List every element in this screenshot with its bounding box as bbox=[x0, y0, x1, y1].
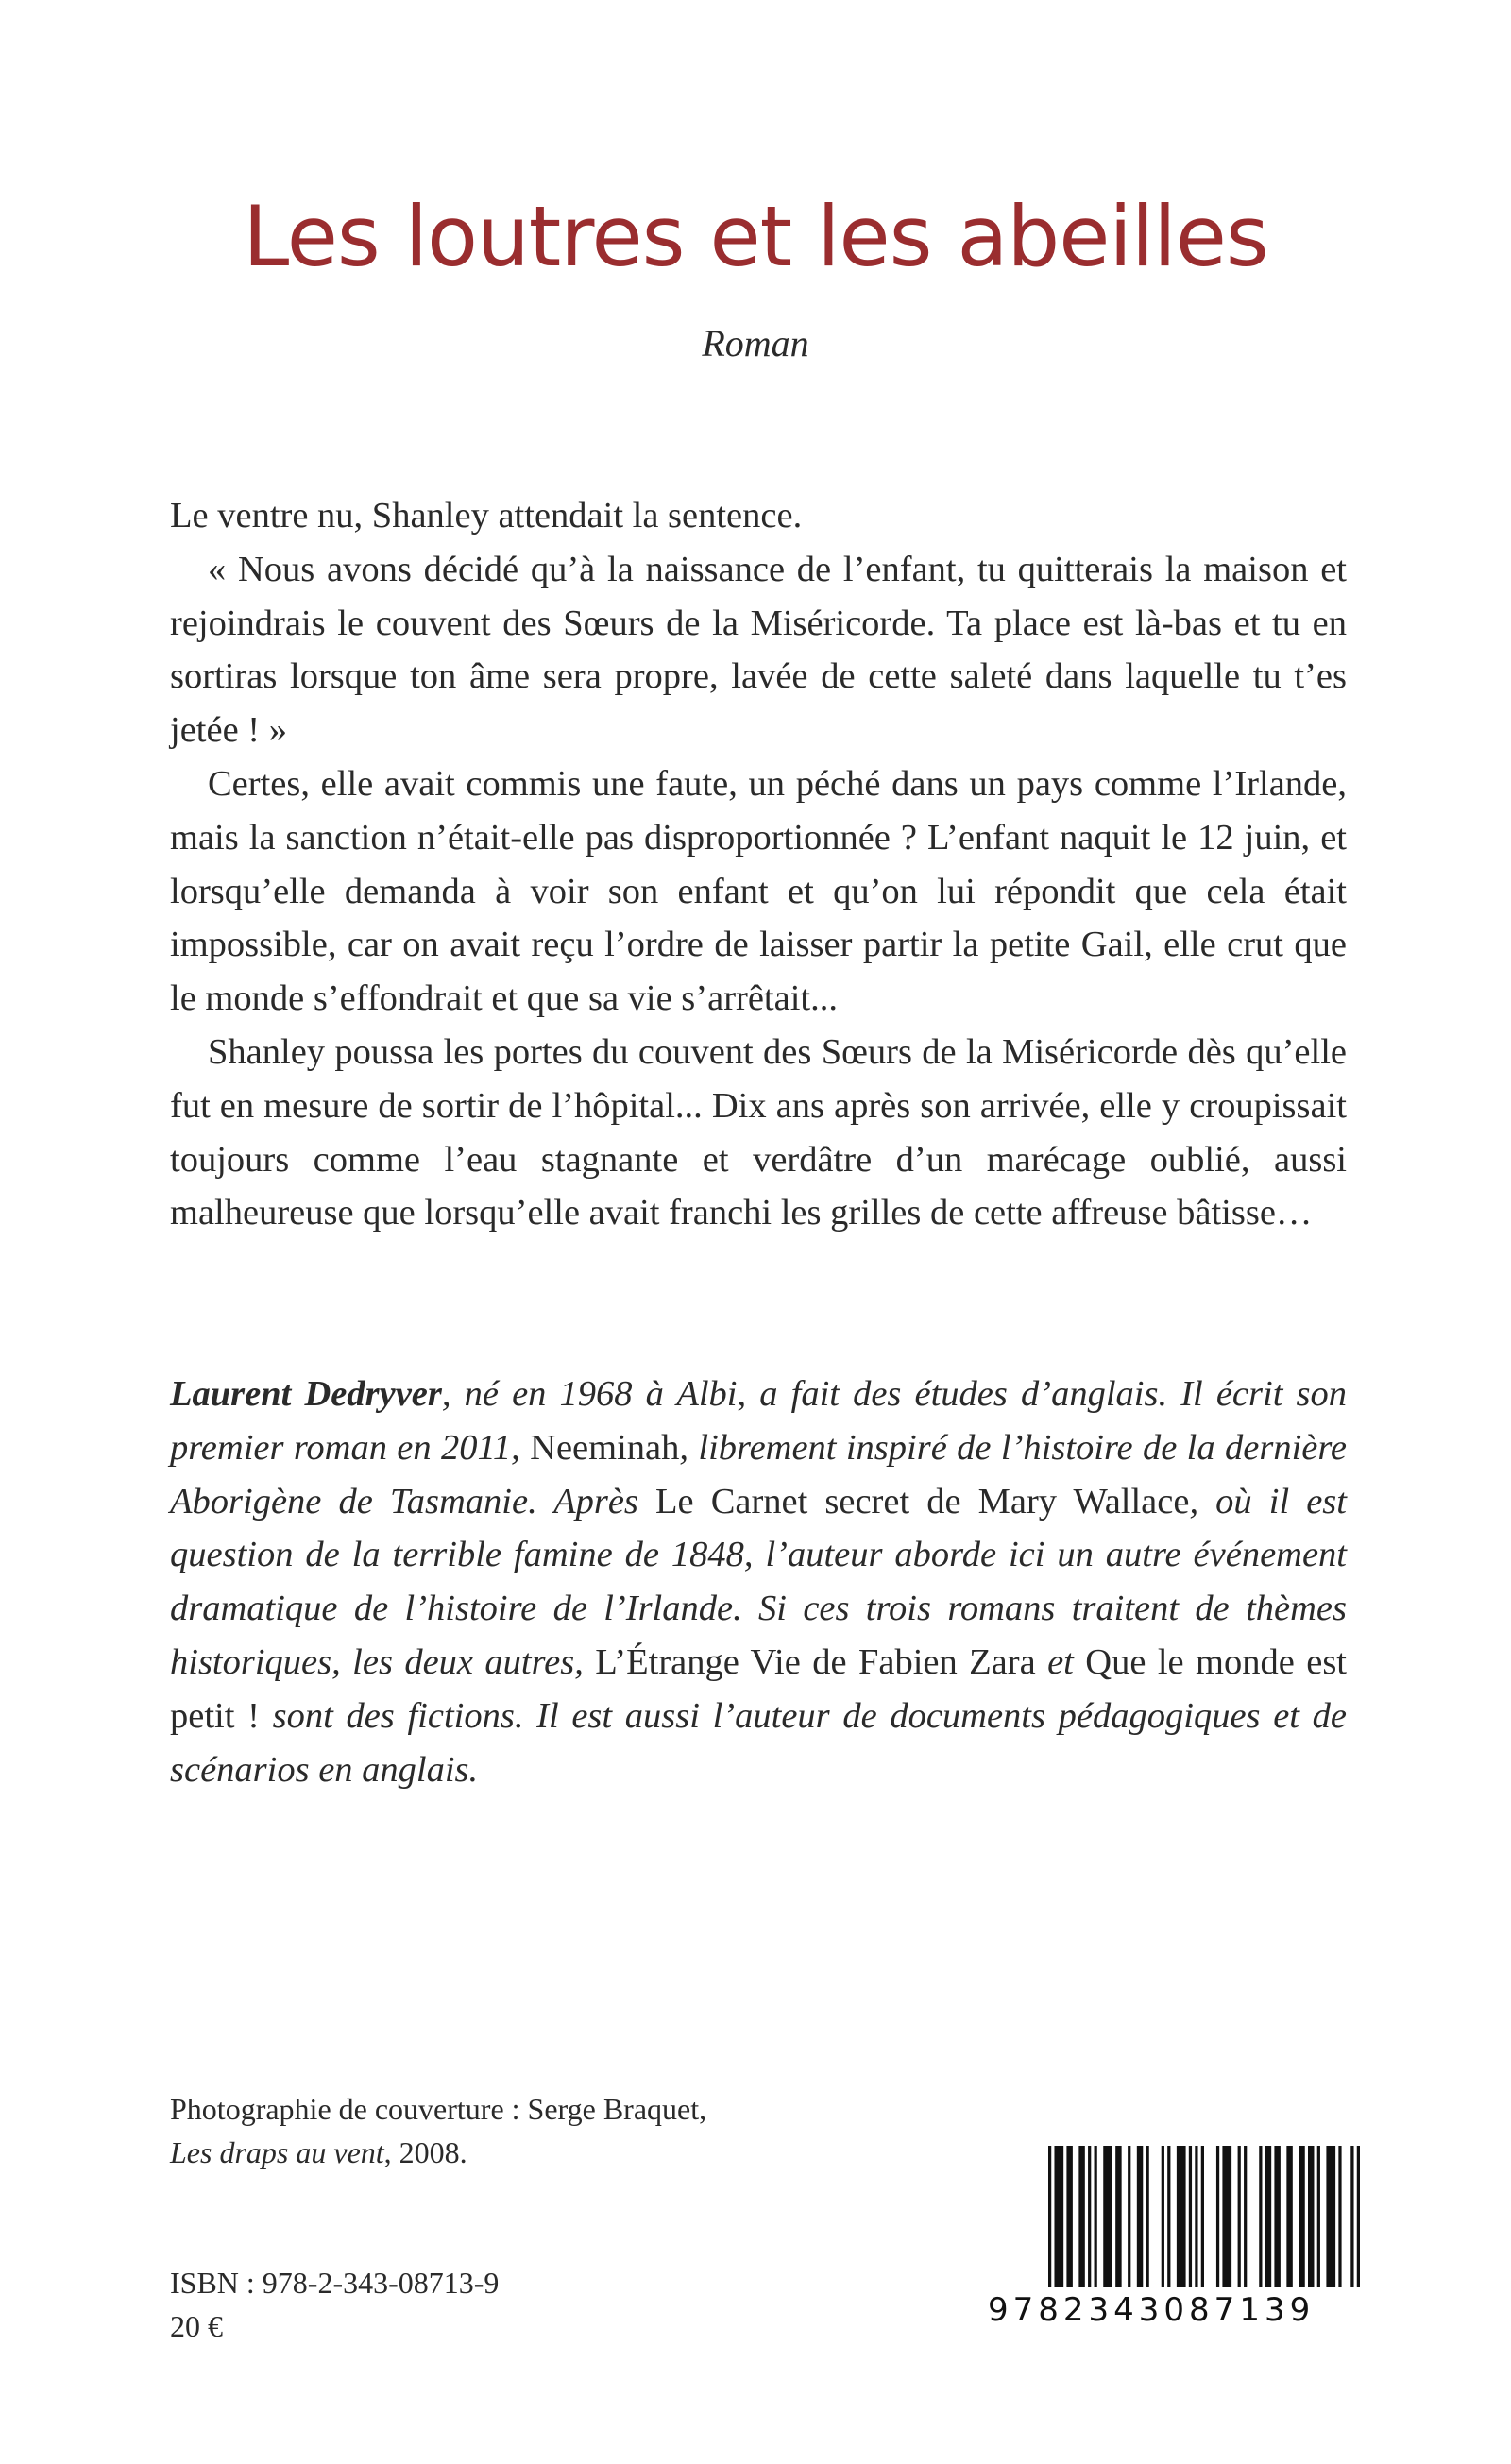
bio-text: , où il est question de la terrible famine de 1848, l’auteur aborde ici un autre événement dramatique de l’histoire de l’Irlande. Si ces trois romans traitent de thèmes historiques, les deux autres, bbox=[170, 1481, 1347, 1682]
barcode-bar bbox=[1286, 2146, 1292, 2287]
barcode-bar bbox=[1146, 2146, 1149, 2287]
photo-credits bbox=[170, 2087, 831, 2174]
barcode-bar bbox=[1201, 2146, 1204, 2287]
barcode-bar bbox=[1308, 2146, 1314, 2287]
bio-work-title: Que le monde est petit ! bbox=[170, 1641, 1348, 1736]
barcode-bar bbox=[1357, 2146, 1360, 2287]
author-biography bbox=[170, 1368, 1347, 1796]
barcode-bar bbox=[1259, 2146, 1262, 2287]
barcode-bar bbox=[1216, 2146, 1219, 2287]
photo-credit-line: Photographie de couverture : Serge Braquet, bbox=[170, 2092, 707, 2126]
barcode-bar bbox=[1137, 2146, 1143, 2287]
barcode-bar bbox=[1066, 2146, 1072, 2287]
barcode-bar bbox=[1128, 2146, 1130, 2287]
barcode-bar bbox=[1054, 2146, 1063, 2287]
isbn-barcode bbox=[988, 2146, 1371, 2335]
bio-text: et bbox=[1035, 1641, 1086, 1682]
synopsis-paragraph: Le ventre nu, Shanley attendait la sentence. bbox=[170, 496, 803, 535]
synopsis-paragraph: Shanley poussa les portes du couvent des Sœurs de la Miséricorde dès qu’elle fut en mesure de sortir de l’hôpital... Dix ans après son arrivée, elle y croupissait toujours comme l’eau stagnante et verdâtre d’un marécage oublié, aussi malheureuse que lorsqu’elle avait franchi les grilles de cette affreuse bâtisse… bbox=[170, 1031, 1347, 1233]
barcode-bar bbox=[1238, 2146, 1241, 2287]
synopsis-paragraph: Certes, elle avait commis une faute, un péché dans un pays comme l’Irlande, mais la sanction n’était-elle pas disproportionnée ? L’enfant naquit le 12 juin, et lorsqu’elle demanda à voir son enfant et qu’on lui répondit que cela était impossible, car on avait reçu l’ordre de laisser partir la petite Gail, elle crut que le monde s’effondrait et que sa vie s’arrêtait... bbox=[170, 763, 1347, 1019]
barcode-bar bbox=[1078, 2146, 1084, 2287]
barcode-bar bbox=[1265, 2146, 1271, 2287]
barcode-bar bbox=[1274, 2146, 1280, 2287]
barcode-bar bbox=[1177, 2146, 1186, 2287]
barcode-bar bbox=[1162, 2146, 1164, 2287]
barcode-bar bbox=[1095, 2146, 1097, 2287]
barcode-bar bbox=[1048, 2146, 1051, 2287]
barcode-digits: 9782343087139 bbox=[988, 2291, 1316, 2329]
bio-work-title: L’Étrange Vie de Fabien Zara bbox=[595, 1641, 1036, 1682]
bio-text: , né en 1968 à Albi, a fait des études d’anglais. Il écrit son premier roman en 2011, bbox=[170, 1374, 1348, 1468]
publication-info bbox=[170, 2261, 737, 2348]
barcode-bar bbox=[1195, 2146, 1197, 2287]
book-genre: Roman bbox=[702, 322, 809, 365]
barcode-bar bbox=[1189, 2146, 1192, 2287]
barcode-bar bbox=[1115, 2146, 1121, 2287]
book-title: Les loutres et les abeilles bbox=[243, 188, 1268, 285]
photo-title: Les draps au vent bbox=[170, 2135, 384, 2169]
barcode-bar bbox=[1088, 2146, 1091, 2287]
bio-work-title: Neeminah bbox=[530, 1427, 680, 1468]
barcode-bar bbox=[1317, 2146, 1320, 2287]
photo-year: , 2008. bbox=[383, 2135, 467, 2169]
barcode-bar bbox=[1244, 2146, 1247, 2287]
barcode-bar bbox=[1326, 2146, 1335, 2287]
bio-work-title: Le Carnet secret de Mary Wallace bbox=[655, 1481, 1190, 1521]
bio-text: , librement inspiré de l’histoire de la dernière Aborigène de Tasmanie. Après bbox=[170, 1427, 1347, 1521]
barcode-bar bbox=[1103, 2146, 1112, 2287]
bio-text: sont des fictions. Il est aussi l’auteur de documents pédagogiques et de scénarios en anglais. bbox=[170, 1695, 1347, 1790]
photo-credit-line bbox=[170, 2131, 831, 2174]
barcode-bar bbox=[1299, 2146, 1304, 2287]
author-name: Laurent Dedryver bbox=[170, 1374, 442, 1414]
barcode-bar bbox=[1222, 2146, 1231, 2287]
barcode-bar bbox=[1338, 2146, 1341, 2287]
price: 20 € bbox=[170, 2309, 223, 2343]
synopsis-paragraph: « Nous avons décidé qu’à la naissance de l’enfant, tu quitterais la maison et rejoindrais le couvent des Sœurs de la Miséricorde. Ta place est là-bas et tu en sortiras lorsque ton âme sera propre, lavée de cette saleté dans laquelle tu t’es jetée ! » bbox=[170, 549, 1347, 751]
barcode-bars bbox=[1048, 2146, 1360, 2287]
barcode-bar bbox=[1350, 2146, 1353, 2287]
synopsis bbox=[170, 489, 1347, 1240]
barcode-bar bbox=[1167, 2146, 1170, 2287]
isbn: ISBN : 978-2-343-08713-9 bbox=[170, 2266, 500, 2300]
